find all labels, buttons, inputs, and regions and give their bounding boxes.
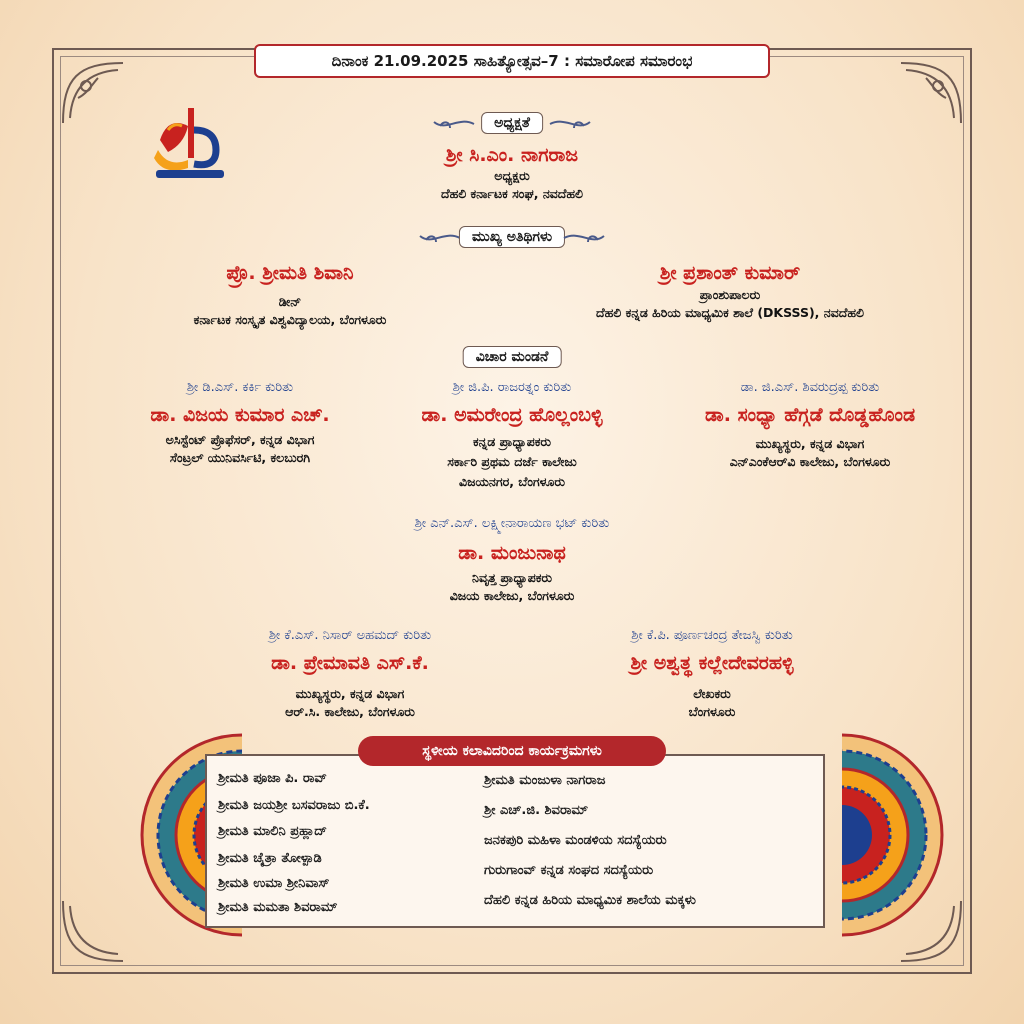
speaker-line: ಕನ್ನಡ ಪ್ರಾಧ್ಯಾಪಕರು [473,434,551,449]
speaker-line: ಮುಖ್ಯಸ್ಥರು, ಕನ್ನಡ ವಿಭಾಗ [755,436,865,451]
list-item: ಶ್ರೀಮತಿ ಜಯಶ್ರೀ ಬಸವರಾಜು ಬಿ.ಕೆ. [218,797,370,813]
speaker-line: ಅಸಿಸ್ಟೆಂಟ್ ಪ್ರೊಫೆಸರ್, ಕನ್ನಡ ವಿಭಾಗ [165,432,315,447]
speaker-topic: ಶ್ರೀ ಜಿ.ಪಿ. ರಾಜರತ್ನಂ ಕುರಿತು [452,380,572,395]
speaker-line: ವಿಜಯ ಕಾಲೇಜು, ಬೆಂಗಳೂರು [449,588,575,603]
speaker-line: ನಿವೃತ್ತ ಪ್ರಾಧ್ಯಾಪಕರು [472,570,552,585]
speaker-name: ಡಾ. ವಿಜಯ ಕುಮಾರ ಎಚ್. [150,404,330,426]
list-item: ದೆಹಲಿ ಕನ್ನಡ ಹಿರಿಯ ಮಾಧ್ಯಮಿಕ ಶಾಲೆಯ ಮಕ್ಕಳು [484,893,696,908]
speaker-topic: ಶ್ರೀ ಕೆ.ಪಿ. ಪೂರ್ಣಚಂದ್ರ ತೇಜಸ್ವಿ ಕುರಿತು [631,628,793,643]
speaker-line: ಲೇಖಕರು [693,686,731,701]
list-item: ಶ್ರೀಮತಿ ಚೈತ್ರಾ ತೋಳ್ಪಾಡಿ [218,850,322,866]
list-item: ಜನಕಪುರಿ ಮಹಿಳಾ ಮಂಡಳಿಯ ಸದಸ್ಯೆಯರು [484,833,667,848]
speaker-line: ವಿಜಯನಗರ, ಬೆಂಗಳೂರು [459,474,565,489]
programs-right-list [484,766,696,916]
guest-name: ಪ್ರೊ. ಶ್ರೀಮತಿ ಶಿವಾನಿ [226,262,354,284]
speaker-topic: ಡಾ. ಜಿ.ಎಸ್. ಶಿವರುದ್ರಪ್ಪ ಕುರಿತು [740,380,880,395]
guest-org: ದೆಹಲಿ ಕನ್ನಡ ಹಿರಿಯ ಮಾಧ್ಯಮಿಕ ಶಾಲೆ (DKSSS), ನವದೆಹಲಿ [596,305,864,320]
list-item: ಶ್ರೀಮತಿ ಮಂಜುಳಾ ನಾಗರಾಜ [484,773,606,788]
guest-name: ಶ್ರೀ ಪ್ರಶಾಂತ್ ಕುಮಾರ್ [659,262,801,284]
speaker-name: ಡಾ. ಮಂಜುನಾಥ [458,542,566,564]
list-item: ಶ್ರೀ ಎಚ್.ಜಿ. ಶಿವರಾಮ್ [484,803,589,818]
speaker-line: ಮುಖ್ಯಸ್ಥರು, ಕನ್ನಡ ವಿಭಾಗ [295,686,405,701]
speaker-name: ಡಾ. ಪ್ರೇಮಾವತಿ ಎಸ್.ಕೆ. [271,652,429,674]
list-item: ಶ್ರೀಮತಿ ಪೂಜಾ ಪಿ. ರಾವ್ [218,771,327,786]
dks-logo-icon [150,100,230,186]
speaker-topic: ಶ್ರೀ ಕೆ.ಎಸ್. ನಿಸಾರ್ ಅಹಮದ್ ಕುರಿತು [268,628,432,643]
section-chief-guests-label: ಮುಖ್ಯ ಅತಿಥಿಗಳು [459,226,565,248]
president-org: ದೆಹಲಿ ಕರ್ನಾಟಕ ಸಂಘ, ನವದೆಹಲಿ [441,186,583,201]
flourish-right-icon [548,114,596,134]
president-name: ಶ್ರೀ ಸಿ.ಎಂ. ನಾಗರಾಜ [445,144,579,166]
speaker-name: ಶ್ರೀ ಅಶ್ವತ್ಥ ಕಲ್ಲೇದೇವರಹಳ್ಳಿ [630,652,794,674]
list-item: ಶ್ರೀಮತಿ ಮಮತಾ ಶಿವರಾಮ್ [218,900,338,915]
guest-role: ಪ್ರಾಂಶುಪಾಲರು [699,287,761,302]
speaker-line: ಸೆಂಟ್ರಲ್ ಯುನಿವರ್ಸಿಟಿ, ಕಲಬುರಗಿ [169,450,311,465]
list-item: ಶ್ರೀಮತಿ ಉಮಾ ಶ್ರೀನಿವಾಸ್ [218,876,330,891]
speaker-line: ಬೆಂಗಳೂರು [688,704,736,719]
speaker-topic: ಶ್ರೀ ಡಿ.ಎಸ್. ಕರ್ಕಿ ಕುರಿತು [186,380,294,395]
corner-ornament-icon [896,58,966,128]
list-item: ಗುರುಗಾಂವ್ ಕನ್ನಡ ಸಂಘದ ಸದಸ್ಯೆಯರು [484,863,654,878]
list-item: ಶ್ರೀಮತಿ ಮಾಲಿನಿ ಪ್ರಹ್ಲಾದ್ [218,824,327,839]
event-date-banner [254,44,770,78]
guest-role: ಡೀನ್ [278,294,302,309]
flourish-left-icon [414,228,462,248]
corner-ornament-icon [58,58,128,128]
flourish-left-icon [428,114,476,134]
speaker-topic: ಶ್ರೀ ಎನ್.ಎಸ್. ಲಕ್ಷ್ಮೀನಾರಾಯಣ ಭಟ್ ಕುರಿತು [414,516,610,531]
speaker-line: ಆರ್.ಸಿ. ಕಾಲೇಜು, ಬೆಂಗಳೂರು [285,704,415,719]
president-role: ಅಧ್ಯಕ್ಷರು [494,168,530,183]
programs-title: ಸ್ಥಳೀಯ ಕಲಾವಿದರಿಂದ ಕಾರ್ಯಕ್ರಮಗಳು [422,743,602,759]
programs-left-list [218,766,370,920]
flourish-right-icon [562,228,610,248]
speaker-line: ಎನ್ಎಂಕೆಆರ್‌ವಿ ಕಾಲೇಜು, ಬೆಂಗಳೂರು [729,454,891,469]
corner-ornament-icon [58,896,128,966]
event-date-text: ದಿನಾಂಕ 21.09.2025 ಸಾಹಿತ್ಯೋತ್ಸವ–7 : ಸಮಾರೋಪ ಸಮಾರಂಭ [331,52,693,70]
section-presidency-label: ಅಧ್ಯಕ್ಷತೆ [481,112,543,134]
programs-title-banner [358,736,666,766]
guest-org: ಕರ್ನಾಟಕ ಸಂಸ್ಕೃತ ವಿಶ್ವವಿದ್ಯಾಲಯ, ಬೆಂಗಳೂರು [193,312,387,327]
section-discussion-label: ವಿಚಾರ ಮಂಡನೆ [463,346,562,368]
speaker-line: ಸರ್ಕಾರಿ ಪ್ರಥಮ ದರ್ಜೆ ಕಾಲೇಜು [447,454,577,469]
speaker-name: ಡಾ. ಅಮರೇಂದ್ರ ಹೊಲ್ಲಂಬಳ್ಳಿ [421,404,603,426]
speaker-name: ಡಾ. ಸಂಧ್ಯಾ ಹೆಗ್ಗಡೆ ದೊಡ್ಡಹೊಂಡ [704,404,916,426]
mandala-right-icon [842,730,960,940]
